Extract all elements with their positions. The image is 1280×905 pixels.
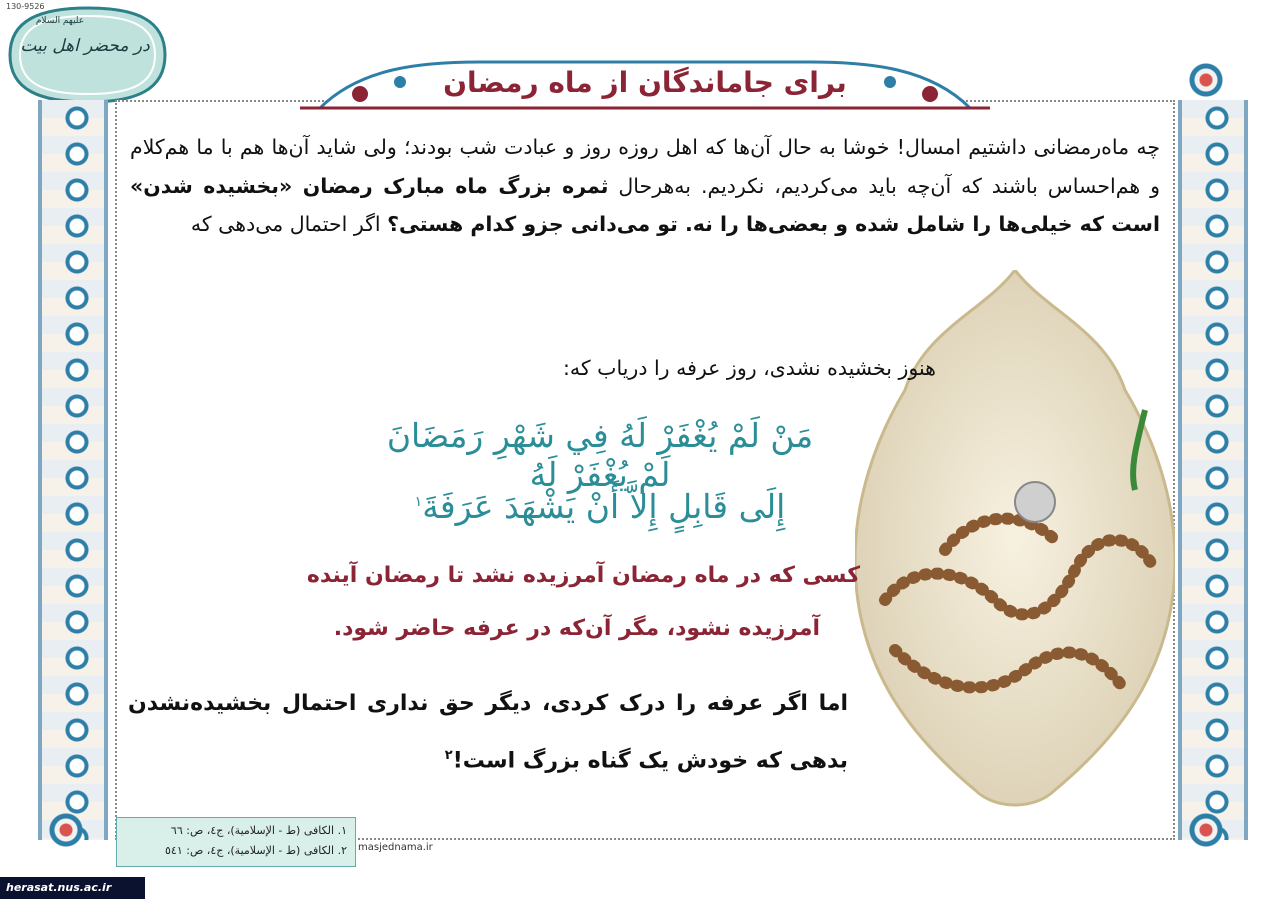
left-ornament-border — [38, 100, 108, 840]
conclusion-text: اما اگر عرفه را درک کردی، دیگر حق نداری احتمال بخشیده‌نشدن بدهی که خودش یک گناه بزرگ است! — [128, 691, 848, 774]
right-ornament-border — [1178, 100, 1248, 840]
translation-line-2: آمرزیده نشود، مگر آن‌که در عرفه حاضر شود. — [333, 616, 820, 641]
conclusion-ref: ٢ — [444, 748, 453, 763]
corner-ornament-bottom-right — [1188, 812, 1224, 848]
translation-line-1: کسی که در ماه رمضان آمرزیده نشد تا رمضان آینده — [306, 563, 860, 588]
logo-subtext: علیهم السلام — [35, 16, 85, 26]
intro-end-text: اگر احتمال می‌دهی که — [190, 212, 381, 236]
footnote-2: ٢. الکافی (ط - الإسلامیة)، ج٤، ص: ٥٤١ — [165, 844, 347, 857]
prayer-beads-artwork — [855, 270, 1175, 815]
hadith-line-2 — [380, 487, 820, 526]
poster-code: 130-9526 — [6, 2, 45, 11]
intro-text: چه ماه‌رمضانی داشتیم امسال! خوشا به حال آن‌ها که اهل روزه روز و عبادت شب بودند؛ ولی شاید آن‌ها هم با ما هم‌کلام و هم‌احساس باشند که آن‌چه باید می‌کردیم، نکردیم. به‌هرحال — [130, 135, 1160, 198]
logo-text: در محضر اهل بیت — [20, 36, 150, 56]
intro-paragraph — [130, 128, 1160, 244]
page-title: برای جاماندگان از ماه رمضان — [443, 66, 847, 99]
hadith-ref: ١ — [414, 494, 423, 510]
footnotes-box — [116, 817, 356, 867]
source-site: masjednama.ir — [358, 842, 433, 853]
corner-ornament-bottom-left — [48, 812, 84, 848]
watermark-text: herasat.nus.ac.ir — [6, 881, 112, 894]
watermark-bar — [0, 877, 145, 899]
intro-last-line: هنوز بخشیده نشدی، روز عرفه را دریاب که: — [563, 356, 936, 380]
hadith-line-1: مَنْ لَمْ يُغْفَرْ لَهُ فِي شَهْرِ رَمَضَانَ لَمْ يُغْفَرْ لَهُ — [386, 416, 814, 494]
hadith-line-2-text: إِلَى قَابِلٍ إِلاَّ أَنْ يَشْهَدَ عَرَفَةَ — [422, 487, 786, 526]
corner-ornament-top-right — [1188, 62, 1224, 98]
conclusion-paragraph — [128, 678, 848, 787]
footnote-1: ١. الکافی (ط - الإسلامیة)، ج٤، ص: ٦٦ — [170, 824, 347, 837]
intro-bold-text: ثمره بزرگ ماه مبارک رمضان «بخشیده شدن» است که خیلی‌ها را شامل شده و بعضی‌ها را نه. تو می‌دانی جزو کدام هستی؟ — [130, 173, 1160, 236]
